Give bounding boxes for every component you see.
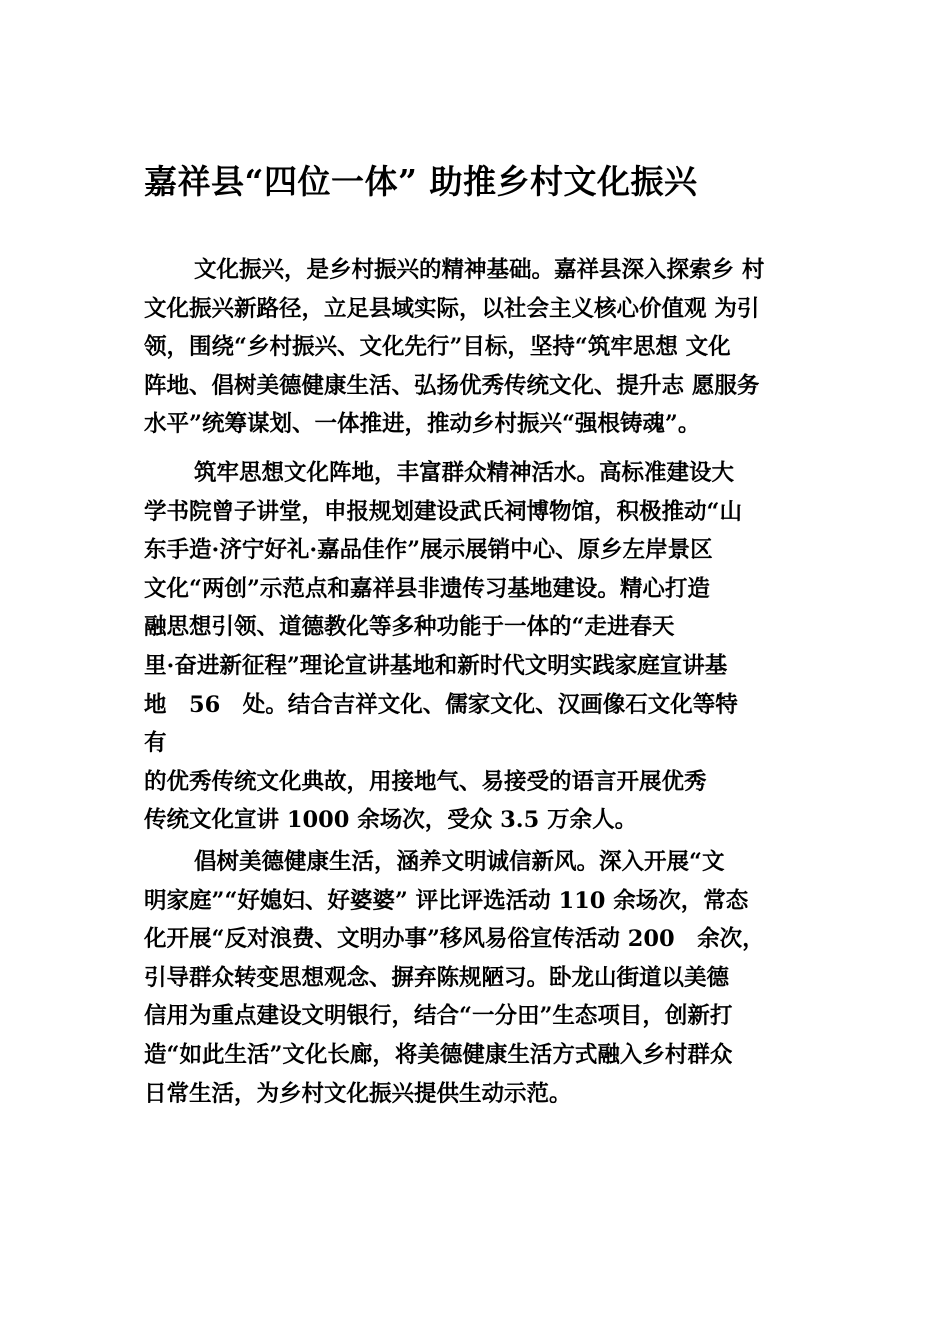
document-title: 嘉祥县“四位一体” 助推乡村文化振兴 xyxy=(144,162,698,201)
paragraph-line: 日常生活，为乡村文化振兴提供生动示范。 xyxy=(144,1080,572,1107)
paragraph-line: 化开展“反对浪费、文明办事”移风易俗宣传活动 200 余次， xyxy=(144,926,765,953)
paragraph-ideological-positions xyxy=(144,454,742,840)
paragraph-line: 文化振兴新路径，立足县域实际，以社会主义核心价值观 为引 xyxy=(144,295,760,322)
paragraph-line: 造“如此生活”文化长廊，将美德健康生活方式融入乡村群众 xyxy=(144,1041,733,1068)
paragraph-line: 领，围绕“乡村振兴、文化先行”目标，坚持“筑牢思想 文化 xyxy=(144,334,731,361)
paragraph-line: 融思想引领、道德教化等多种功能于一体的“走进春天 xyxy=(144,614,675,641)
paragraph-line: 有 xyxy=(144,730,167,757)
paragraph-line: 学书院曾子讲堂，申报规划建设武氏祠博物馆，积极推动“山 xyxy=(144,498,742,525)
paragraph-line: 筑牢思想文化阵地，丰富群众精神活水。高标准建设大 xyxy=(194,460,735,486)
paragraph-line: 信用为重点建设文明银行，结合“一分田”生态项目，创新打 xyxy=(144,1003,733,1030)
paragraph-line: 引导群众转变思想观念、摒弃陈规陋习。卧龙山街道以美德 xyxy=(144,964,730,991)
paragraph-line: 阵地、倡树美德健康生活、弘扬优秀传统文化、提升志 愿服务 xyxy=(144,372,760,399)
paragraph-line: 明家庭”“好媳妇、好婆婆” 评比评选活动 110 余场次，常态 xyxy=(144,887,749,914)
paragraph-line: 倡树美德健康生活，涵养文明诚信新风。深入开展“文 xyxy=(194,849,725,875)
paragraph-cultural-revitalization-intro xyxy=(144,251,764,444)
paragraph-line: 东手造·济宁好礼·嘉品佳作”展示展销中心、原乡左岸景区 xyxy=(144,537,713,564)
paragraph-virtue-healthy-living xyxy=(144,843,765,1113)
paragraph-line: 里·奋进新征程”理论宣讲基地和新时代文明实践家庭宣讲基 xyxy=(144,652,728,679)
paragraph-line: 的优秀传统文化典故，用接地气、易接受的语言开展优秀 xyxy=(144,768,707,795)
paragraph-line: 水平”统筹谋划、一体推进，推动乡村振兴“强根铸魂”。 xyxy=(144,411,701,438)
paragraph-line: 地 56 处。结合吉祥文化、儒家文化、汉画像石文化等特 xyxy=(144,691,738,718)
paragraph-line: 文化振兴，是乡村振兴的精神基础。嘉祥县深入探索乡 村 xyxy=(194,257,765,283)
paragraph-line: 文化“两创”示范点和嘉祥县非遗传习基地建设。精心打造 xyxy=(144,575,710,602)
paragraph-line: 传统文化宣讲 1000 余场次，受众 3.5 万余人。 xyxy=(144,807,638,834)
